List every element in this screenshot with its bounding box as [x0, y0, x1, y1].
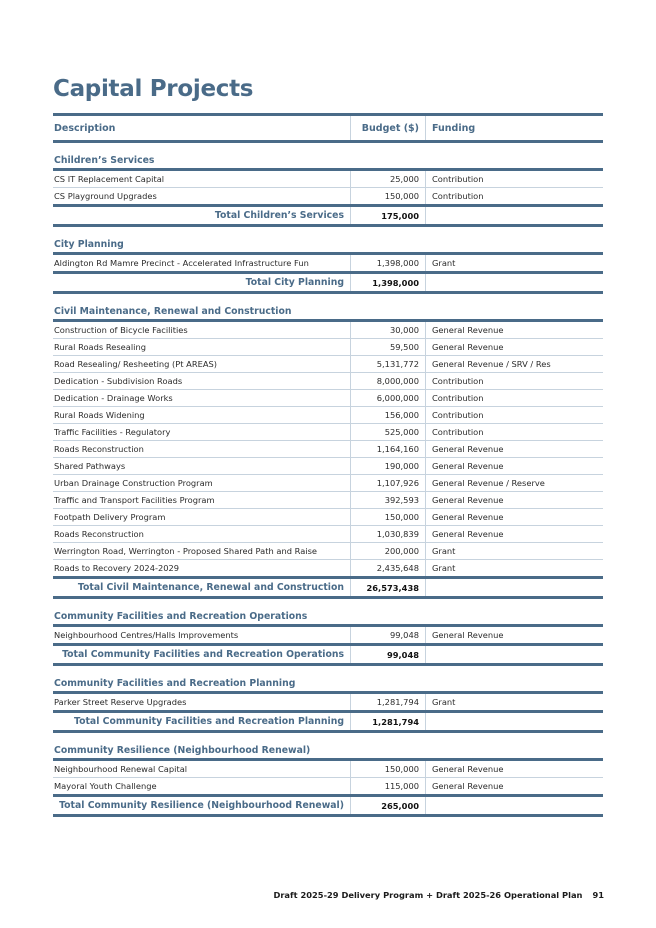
- section-total-row: [53, 797, 603, 814]
- footer-text: Draft 2025-29 Delivery Program + Draft 2025-26 Operational Plan: [273, 890, 583, 900]
- row-funding: General Revenue / SRV / Res: [425, 356, 603, 372]
- row-budget: 190,000: [350, 458, 425, 474]
- row-funding: General Revenue: [425, 761, 603, 777]
- table-row: [53, 694, 603, 710]
- row-funding: Contribution: [425, 407, 603, 423]
- row-description: Dedication - Drainage Works: [54, 393, 173, 403]
- row-funding: General Revenue: [425, 322, 603, 338]
- table-row: [53, 761, 603, 778]
- total-value: 175,000: [350, 207, 425, 224]
- row-funding: General Revenue / Reserve: [425, 475, 603, 491]
- table-sections: [53, 143, 603, 817]
- header-funding: Funding: [425, 116, 603, 140]
- total-empty-cell: [425, 579, 603, 596]
- row-description: Footpath Delivery Program: [54, 512, 166, 522]
- row-description: Traffic and Transport Facilities Program: [54, 495, 215, 505]
- row-budget: 8,000,000: [350, 373, 425, 389]
- row-budget: 156,000: [350, 407, 425, 423]
- row-description: Roads Reconstruction: [54, 444, 144, 454]
- table-section: [53, 666, 603, 733]
- page-footer: [273, 890, 604, 900]
- table-row: [53, 255, 603, 271]
- table-row: [53, 441, 603, 458]
- row-description: Parker Street Reserve Upgrades: [54, 697, 187, 707]
- row-budget: 115,000: [350, 778, 425, 794]
- row-description: Shared Pathways: [54, 461, 126, 471]
- total-bottom-rule: [53, 814, 603, 817]
- row-funding: General Revenue: [425, 509, 603, 525]
- table-row: [53, 509, 603, 526]
- table-row: [53, 778, 603, 794]
- table-row: [53, 171, 603, 188]
- total-label: Total Children’s Services: [214, 210, 344, 221]
- page-number: 91: [592, 890, 604, 900]
- row-budget: 99,048: [350, 627, 425, 643]
- total-empty-cell: [425, 713, 603, 730]
- row-funding: Grant: [425, 560, 603, 576]
- total-label: Total Community Resilience (Neighbourhood Renewal): [59, 800, 344, 811]
- row-description: Dedication - Subdivision Roads: [54, 376, 183, 386]
- total-value: 265,000: [350, 797, 425, 814]
- total-empty-cell: [425, 646, 603, 663]
- row-funding: General Revenue: [425, 778, 603, 794]
- row-description: Neighbourhood Renewal Capital: [54, 764, 188, 774]
- section-title: City Planning: [54, 239, 124, 250]
- row-funding: Grant: [425, 694, 603, 710]
- table-section: [53, 733, 603, 817]
- section-total-row: [53, 207, 603, 224]
- row-description: CS Playground Upgrades: [54, 191, 157, 201]
- row-budget: 1,107,926: [350, 475, 425, 491]
- section-total-row: [53, 274, 603, 291]
- total-value: 1,281,794: [350, 713, 425, 730]
- header-budget: Budget ($): [350, 116, 425, 140]
- section-total-row: [53, 579, 603, 596]
- total-empty-cell: [425, 274, 603, 291]
- row-description: Neighbourhood Centres/Halls Improvements: [54, 630, 239, 640]
- row-budget: 5,131,772: [350, 356, 425, 372]
- table-row: [53, 492, 603, 509]
- total-value: 26,573,438: [350, 579, 425, 596]
- row-description: Rural Roads Resealing: [54, 342, 147, 352]
- table-row: [53, 339, 603, 356]
- page-title: Capital Projects: [53, 76, 254, 102]
- table-row: [53, 458, 603, 475]
- row-description: Werrington Road, Werrington - Proposed Shared Path and Raise: [54, 546, 318, 556]
- row-description: Rural Roads Widening: [54, 410, 145, 420]
- table-section: [53, 143, 603, 227]
- total-value: 1,398,000: [350, 274, 425, 291]
- table-section: [53, 227, 603, 294]
- row-funding: Grant: [425, 543, 603, 559]
- table-row: [53, 627, 603, 643]
- row-description: Aldington Rd Mamre Precinct - Accelerated Infrastructure Fun: [54, 258, 309, 268]
- row-funding: Contribution: [425, 373, 603, 389]
- table-row: [53, 424, 603, 441]
- row-budget: 2,435,648: [350, 560, 425, 576]
- table-row: [53, 390, 603, 407]
- row-description: Urban Drainage Construction Program: [54, 478, 213, 488]
- section-title: Community Facilities and Recreation Operations: [54, 611, 308, 622]
- table-header-row: [53, 116, 603, 140]
- row-budget: 6,000,000: [350, 390, 425, 406]
- row-budget: 150,000: [350, 509, 425, 525]
- row-funding: General Revenue: [425, 492, 603, 508]
- row-budget: 150,000: [350, 761, 425, 777]
- row-funding: General Revenue: [425, 458, 603, 474]
- row-description: Traffic Facilities - Regulatory: [54, 427, 171, 437]
- row-funding: General Revenue: [425, 526, 603, 542]
- header-description: Description: [54, 122, 116, 134]
- row-budget: 59,500: [350, 339, 425, 355]
- total-label: Total Civil Maintenance, Renewal and Construction: [77, 582, 344, 593]
- row-funding: General Revenue: [425, 627, 603, 643]
- section-title: Community Resilience (Neighbourhood Renewal): [54, 745, 311, 756]
- row-description: Roads Reconstruction: [54, 529, 144, 539]
- row-description: Road Resealing/ Resheeting (Pt AREAS): [54, 359, 218, 369]
- table-row: [53, 543, 603, 560]
- row-budget: 1,281,794: [350, 694, 425, 710]
- table-row: [53, 526, 603, 543]
- section-title: Children’s Services: [54, 155, 155, 166]
- table-section: [53, 294, 603, 599]
- total-label: Total Community Facilities and Recreation Planning: [73, 716, 344, 727]
- row-description: Construction of Bicycle Facilities: [54, 325, 188, 335]
- table-row: [53, 560, 603, 576]
- row-funding: General Revenue: [425, 441, 603, 457]
- row-funding: Contribution: [425, 390, 603, 406]
- row-budget: 525,000: [350, 424, 425, 440]
- row-budget: 150,000: [350, 188, 425, 204]
- total-value: 99,048: [350, 646, 425, 663]
- total-label: Total Community Facilities and Recreation Operations: [62, 649, 344, 660]
- table-section: [53, 599, 603, 666]
- row-budget: 25,000: [350, 171, 425, 187]
- row-description: CS IT Replacement Capital: [54, 174, 165, 184]
- section-title: Civil Maintenance, Renewal and Construction: [54, 306, 292, 317]
- section-title: Community Facilities and Recreation Planning: [54, 678, 296, 689]
- row-funding: Contribution: [425, 424, 603, 440]
- capital-projects-table: [53, 113, 603, 817]
- table-row: [53, 373, 603, 390]
- row-budget: 200,000: [350, 543, 425, 559]
- table-row: [53, 407, 603, 424]
- row-funding: Grant: [425, 255, 603, 271]
- row-funding: General Revenue: [425, 339, 603, 355]
- total-empty-cell: [425, 797, 603, 814]
- row-description: Roads to Recovery 2024-2029: [54, 563, 180, 573]
- row-budget: 1,398,000: [350, 255, 425, 271]
- total-empty-cell: [425, 207, 603, 224]
- section-total-row: [53, 713, 603, 730]
- table-row: [53, 475, 603, 492]
- row-description: Mayoral Youth Challenge: [54, 781, 157, 791]
- table-row: [53, 356, 603, 373]
- row-budget: 30,000: [350, 322, 425, 338]
- total-label: Total City Planning: [245, 277, 344, 288]
- row-budget: 1,164,160: [350, 441, 425, 457]
- table-row: [53, 188, 603, 204]
- row-funding: Contribution: [425, 188, 603, 204]
- row-budget: 1,030,839: [350, 526, 425, 542]
- table-row: [53, 322, 603, 339]
- row-funding: Contribution: [425, 171, 603, 187]
- section-total-row: [53, 646, 603, 663]
- row-budget: 392,593: [350, 492, 425, 508]
